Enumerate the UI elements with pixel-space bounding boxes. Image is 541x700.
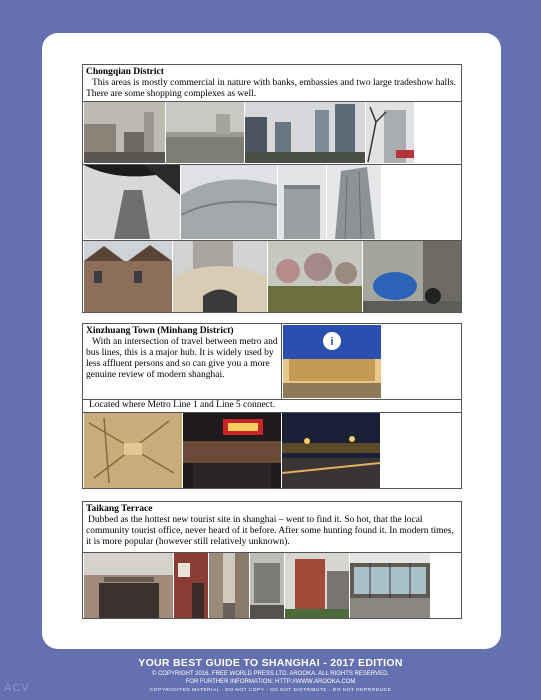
photo-red-building (285, 553, 349, 618)
section-chongqian (82, 64, 462, 313)
photo-gate (84, 553, 173, 618)
photo-skyscraper-b (327, 165, 381, 239)
footer-warning: COPYRIGHTED MATERIAL - DO NOT COPY - DO NOT DISTRIBUTE - DO NOT REPRODUCE (149, 688, 392, 693)
svg-text:i: i (330, 336, 334, 348)
section-title: Xinzhuang Town (Minhang District) (86, 326, 234, 336)
photo-lane (209, 553, 249, 618)
footer-title: YOUR BEST GUIDE TO SHANGHAI - 2017 EDITION (138, 657, 403, 669)
photo-park-trees (268, 241, 362, 312)
photo-tree-building (366, 102, 414, 163)
photo-skyscraper-a (278, 165, 326, 239)
watermark: ACV (4, 682, 30, 694)
photo-metro-map (84, 413, 182, 488)
section-description: Dubbed as the hottest new tourist site in shanghai – went to find it. So hot, that the local community tourist office, never heard of it before. After some hunting found it. In modern times, it is more popular (however still relatively unknown). (86, 515, 454, 547)
photo-overpass (166, 102, 244, 163)
photo-city-street (84, 102, 165, 163)
photo-curved-building (181, 165, 277, 239)
photo-tudor-building (84, 241, 172, 312)
guide-page (42, 33, 501, 649)
section-xinzhuang (82, 323, 462, 489)
footer-copyright: © COPYRIGHT 2016. FREE WORLD PRESS LTD. AROOKA. ALL RIGHTS RESERVED. (151, 671, 390, 677)
section-description: This areas is mostly commercial in nature with banks, embassies and two large tradeshow halls. There are some shopping complexes as well. (86, 78, 456, 99)
footer-info: FOR FURTHER INFORMATION: HTTP://WWW.AROOKA.COM (185, 679, 356, 685)
photo-terrace-rooftop (350, 553, 430, 618)
photo-brick-wall (174, 553, 208, 618)
photo-glass-towers (245, 102, 365, 163)
section-taikang (82, 501, 462, 619)
photo-metro-sign (283, 325, 381, 398)
photo-arch-building (173, 241, 267, 312)
photo-tower-looking-up (84, 165, 180, 239)
photo-scooters (363, 241, 461, 312)
photo-courtyard (250, 553, 284, 618)
metro-note: Located where Metro Line 1 and Line 5 connect. (89, 400, 275, 410)
section-description: With an intersection of travel between metro and bus lines, this is a major hub. It is widely used by less affluent persons and so can give you a more genuine review of modern shanghai. (86, 337, 278, 380)
photo-night-street (282, 413, 380, 488)
section-title: Chongqian District (86, 67, 164, 77)
photo-night-shops (183, 413, 281, 488)
section-title: Taikang Terrace (86, 504, 153, 514)
